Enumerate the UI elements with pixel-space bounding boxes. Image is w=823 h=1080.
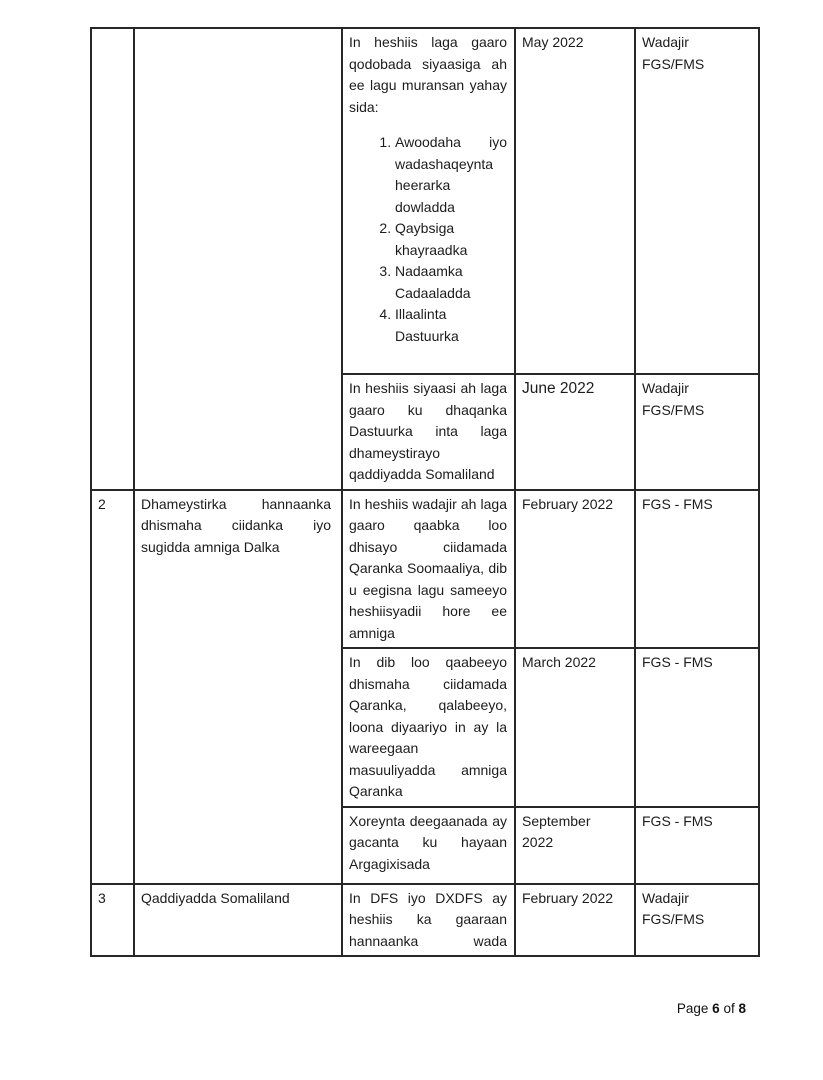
milestone-cell: In dib loo qaabeeyo dhismaha ciidamada Qaranka, qalabeeyo, loona diyaariyo in ay la wareegaan masuuliyadda amniga Qaranka xyxy=(342,648,515,807)
of-label: of xyxy=(723,1001,735,1016)
row-number-cell: 3 xyxy=(91,884,134,957)
row-number-cell xyxy=(91,28,134,490)
milestones-table xyxy=(90,27,760,957)
date-cell: February 2022 xyxy=(515,490,635,649)
date-cell: September 2022 xyxy=(515,807,635,884)
responsible-cell: FGS - FMS xyxy=(635,807,759,884)
page-footer xyxy=(677,1001,746,1016)
milestone-list-item: 3. Nadaamka Cadaaladda xyxy=(395,261,507,304)
milestone-list xyxy=(349,132,507,347)
milestone-cell: Xoreynta deegaanada ay gacanta ku hayaan Argagixisada xyxy=(342,807,515,884)
date-cell: March 2022 xyxy=(515,648,635,807)
milestone-cell: In heshiis siyaasi ah laga gaaro ku dhaqanka Dastuurka inta laga dhameystirayo qaddiyadda Somaliland xyxy=(342,374,515,490)
milestone-list-item: 1. Awoodaha iyo wadashaqeynta heerarka dowladda xyxy=(395,132,507,218)
milestone-text: In heshiis laga gaaro qodobada siyaasiga ah ee lagu muransan yahay sida: xyxy=(349,34,507,115)
description-cell: Dhameystirka hannaanka dhismaha ciidanka iyo sugidda amniga Dalka xyxy=(134,490,342,884)
date-cell: June 2022 xyxy=(515,374,635,490)
description-cell xyxy=(134,28,342,490)
responsible-cell: Wadajir FGS/FMS xyxy=(635,374,759,490)
page-number: 6 xyxy=(712,1001,720,1016)
milestone-list-item: 2. Qaybsiga khayraadka xyxy=(395,218,507,261)
description-cell: Qaddiyadda Somaliland xyxy=(134,884,342,957)
responsible-cell: Wadajir FGS/FMS xyxy=(635,28,759,374)
page-label: Page xyxy=(676,1001,709,1016)
total-pages: 8 xyxy=(738,1001,746,1016)
row-number-cell: 2 xyxy=(91,490,134,884)
table-row xyxy=(91,490,759,649)
milestone-cell: In heshiis wadajir ah laga gaaro qaabka loo dhisayo ciidamada Qaranka Soomaaliya, dib u eegisna lagu sameeyo heshiisyadii hore ee amniga xyxy=(342,490,515,649)
table-row xyxy=(91,884,759,957)
date-cell: February 2022 xyxy=(515,884,635,957)
responsible-cell: FGS - FMS xyxy=(635,648,759,807)
table-row xyxy=(91,28,759,374)
milestone-cell xyxy=(342,28,515,374)
milestone-cell: In DFS iyo DXDFS ay heshiis ka gaaraan hannaanka wada xyxy=(342,884,515,957)
date-cell: May 2022 xyxy=(515,28,635,374)
responsible-cell: FGS - FMS xyxy=(635,490,759,649)
milestone-list-item: 4. Illaalinta Dastuurka xyxy=(395,304,507,347)
responsible-cell: Wadajir FGS/FMS xyxy=(635,884,759,957)
